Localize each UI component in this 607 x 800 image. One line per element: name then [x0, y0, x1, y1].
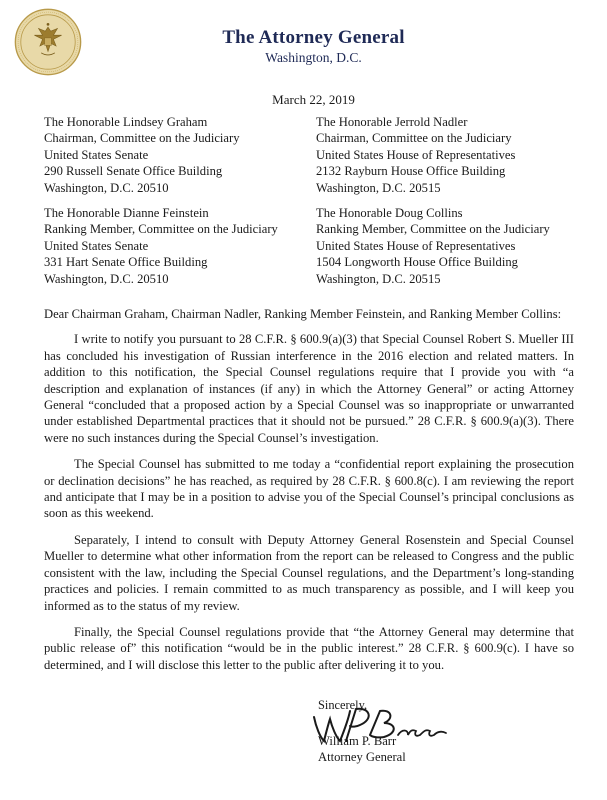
recipient-address-graham: [44, 114, 240, 196]
letter-date: March 22, 2019: [272, 92, 355, 107]
signer-name: William P. Barr: [318, 734, 397, 748]
address-line: United States Senate: [44, 147, 149, 162]
body-paragraph-3: Separately, I intend to consult with Deputy Attorney General Rosenstein and Special Counsel Mueller to determine what other information from the report can be released to Congress and the public consistent with the law, including the Special Counsel regulations, and the Department’s long-standing practices and policies. I remain committed to as much transparency as possible, and I will keep you informed as to the status of my review.: [44, 532, 574, 613]
address-line: United States House of Representatives: [316, 238, 516, 253]
address-line: United States House of Representatives: [316, 147, 516, 162]
address-line: 1504 Longworth House Office Building: [316, 255, 518, 270]
address-line: The Honorable Dianne Feinstein: [44, 206, 209, 220]
address-line: Ranking Member, Committee on the Judiciary: [44, 222, 278, 237]
address-line: 331 Hart Senate Office Building: [44, 255, 208, 270]
address-line: Washington, D.C. 20515: [316, 271, 441, 286]
address-line: 290 Russell Senate Office Building: [44, 164, 223, 179]
letterhead: [0, 27, 607, 66]
address-line: Chairman, Committee on the Judiciary: [316, 131, 512, 146]
recipient-address-feinstein: [44, 205, 278, 287]
address-line: Washington, D.C. 20515: [316, 180, 441, 195]
recipient-address-collins: [316, 205, 550, 287]
valediction: Sincerely,: [318, 698, 368, 712]
address-line: 2132 Rayburn House Office Building: [316, 164, 506, 179]
letter-body: [44, 306, 574, 683]
body-paragraph-1: I write to notify you pursuant to 28 C.F.R. § 600.9(a)(3) that Special Counsel Robert S. Mueller III has concluded his investigation of Russian interference in the 2016 election and related matters. In addition to this notification, the Special Counsel regulations require that I provide you with “a description and explanation of instances (if any) in which the Attorney General” or acting Attorney General “concluded that a proposed action by a Special Counsel was so inappropriate or unwarranted under established Departmental practices that it should not be pursued.” 28 C.F.R. § 600.9(a)(3). There were no such instances during the Special Counsel’s investigation.: [44, 332, 574, 445]
address-line: Ranking Member, Committee on the Judiciary: [316, 222, 550, 237]
address-line: The Honorable Jerrold Nadler: [316, 115, 468, 129]
address-line: The Honorable Doug Collins: [316, 206, 463, 220]
address-line: Washington, D.C. 20510: [44, 180, 169, 195]
letterhead-title: The Attorney General: [222, 27, 405, 48]
address-line: United States Senate: [44, 238, 149, 253]
letterhead-location: Washington, D.C.: [265, 50, 362, 65]
address-line: Washington, D.C. 20510: [44, 271, 169, 286]
body-paragraph-2: The Special Counsel has submitted to me today a “confidential report explaining the prosecution or declination decisions” he has reached, as required by 28 C.F.R. § 600.8(c). I am reviewing the report and anticipate that I may be in a position to advise you of the Special Counsel’s principal conclusions as soon as this weekend.: [44, 457, 574, 521]
salutation: Dear Chairman Graham, Chairman Nadler, Ranking Member Feinstein, and Ranking Member Collins:: [44, 307, 562, 321]
body-paragraph-4: Finally, the Special Counsel regulations provide that “the Attorney General may determine that public release of” this notification “would be in the public interest.” 28 C.F.R. § 600.9(c). I have so determined, and I will disclose this letter to the public after delivering it to you.: [44, 624, 574, 672]
signer-title: Attorney General: [318, 750, 406, 764]
address-line: The Honorable Lindsey Graham: [44, 115, 208, 129]
recipient-address-nadler: [316, 114, 515, 196]
address-line: Chairman, Committee on the Judiciary: [44, 131, 240, 146]
